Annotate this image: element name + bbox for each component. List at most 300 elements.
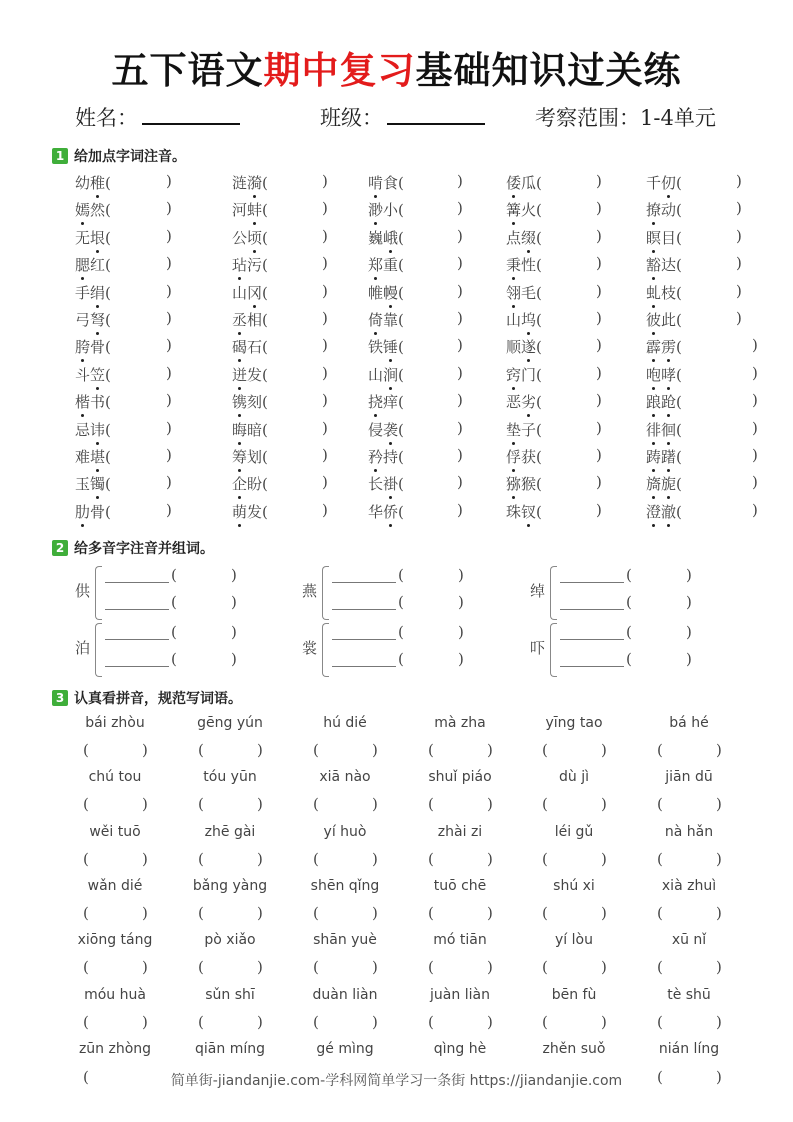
answer-blank[interactable]: ) (457, 500, 463, 519)
word-blank-open[interactable]: ( (198, 1012, 204, 1031)
word-blank-open[interactable]: ( (657, 1068, 663, 1086)
answer-blank[interactable]: ) (166, 391, 172, 410)
dotted-char: 缀 (521, 228, 537, 247)
word-blank-open[interactable]: ( (313, 849, 319, 868)
open-paren: ( (536, 228, 542, 247)
dotted-char: 哮 (661, 365, 677, 384)
dotted-char: 咆 (646, 365, 662, 384)
word-blank-close[interactable]: ) (372, 849, 378, 868)
word-blank-close[interactable]: ) (372, 795, 378, 814)
answer-blank[interactable]: ) (752, 418, 758, 437)
word-blank-close[interactable]: ) (372, 958, 378, 977)
open-paren: ( (105, 365, 111, 384)
char: 长 (368, 475, 384, 494)
answer-blank[interactable]: ) (166, 226, 172, 245)
word-blank-close[interactable]: ) (257, 903, 263, 922)
word-blank-close[interactable]: ) (487, 741, 493, 759)
pinyin-blank-close[interactable]: ) (458, 650, 464, 668)
word-blank-close[interactable]: ) (142, 903, 148, 922)
word-blank-open[interactable]: ( (83, 795, 89, 814)
word-item (75, 172, 111, 193)
char: 靠 (383, 311, 399, 329)
word-item (506, 172, 542, 193)
word-blank[interactable] (332, 639, 396, 640)
word-blank-close[interactable]: ) (142, 741, 148, 759)
answer-blank[interactable]: ) (322, 172, 328, 190)
word-blank-open[interactable]: ( (428, 795, 434, 814)
word-blank-close[interactable]: ) (142, 795, 148, 814)
word-blank-open[interactable]: ( (83, 1012, 89, 1031)
word-item (368, 364, 404, 385)
word-blank-close[interactable]: ) (716, 795, 722, 814)
open-paren: ( (536, 256, 542, 275)
word-blank-close[interactable]: ) (487, 903, 493, 922)
open-paren: ( (676, 448, 682, 466)
brace (550, 623, 557, 677)
dotted-char: 稚 (90, 174, 106, 192)
open-paren: ( (262, 502, 268, 521)
open-paren: ( (676, 393, 682, 412)
answer-blank[interactable]: ) (752, 336, 758, 355)
pinyin-blank-close[interactable]: ) (231, 650, 237, 668)
word-blank-open[interactable]: ( (313, 741, 319, 759)
answer-blank[interactable]: ) (596, 363, 602, 382)
open-paren: ( (536, 311, 542, 329)
dotted-char: 蚌 (247, 201, 263, 220)
answer-blank[interactable]: ) (596, 226, 602, 245)
answer-blank[interactable]: ) (322, 309, 328, 327)
answer-blank[interactable]: ) (166, 172, 172, 190)
word-blank-close[interactable]: ) (601, 1012, 607, 1031)
answer-blank[interactable]: ) (457, 418, 463, 437)
open-paren: ( (262, 256, 268, 275)
dotted-char: 雳 (661, 338, 677, 357)
word-blank-close[interactable]: ) (257, 741, 263, 759)
pinyin-label: xū nǐ (671, 932, 707, 949)
word-item (75, 419, 111, 440)
word-blank-open[interactable]: ( (657, 849, 663, 868)
char: 子 (521, 420, 537, 439)
answer-blank[interactable]: ) (166, 309, 172, 327)
word-item (506, 501, 542, 522)
pinyin-label: tóu yūn (203, 769, 257, 786)
word-item (368, 336, 404, 357)
pinyin-blank-open[interactable]: ( (626, 623, 632, 641)
section-1-heading (52, 146, 186, 166)
word-blank-open[interactable]: ( (657, 903, 663, 922)
answer-blank[interactable]: ) (166, 199, 172, 218)
word-blank[interactable] (105, 609, 169, 610)
word-blank-close[interactable]: ) (372, 741, 378, 759)
word-item (75, 364, 111, 385)
word-blank-open[interactable]: ( (428, 958, 434, 977)
word-blank-open[interactable]: ( (198, 958, 204, 977)
word-blank[interactable] (332, 582, 396, 583)
open-paren: ( (398, 502, 404, 521)
pinyin-blank-open[interactable]: ( (398, 650, 404, 668)
pinyin-label: wěi tuō (89, 823, 141, 840)
dotted-char: 澈 (661, 502, 677, 521)
char: 铁 (368, 338, 384, 357)
answer-blank[interactable]: ) (322, 281, 328, 300)
pinyin-blank-open[interactable]: ( (626, 650, 632, 668)
answer-blank[interactable]: ) (322, 254, 328, 273)
word-blank-close[interactable]: ) (487, 849, 493, 868)
open-paren: ( (398, 393, 404, 412)
word-blank-close[interactable]: ) (372, 903, 378, 922)
answer-blank[interactable]: ) (736, 172, 742, 190)
answer-blank[interactable]: ) (457, 172, 463, 190)
open-paren: ( (398, 365, 404, 384)
char: 千 (646, 174, 662, 192)
word-blank-open[interactable]: ( (657, 958, 663, 977)
open-paren: ( (676, 338, 682, 357)
pinyin-blank-close[interactable]: ) (231, 593, 237, 611)
open-paren: ( (262, 338, 268, 357)
word-blank[interactable] (105, 639, 169, 640)
pinyin-label: bái zhòu (85, 715, 145, 731)
answer-blank[interactable]: ) (752, 500, 758, 519)
word-blank-open[interactable]: ( (198, 849, 204, 868)
word-blank-open[interactable]: ( (657, 1012, 663, 1031)
answer-blank[interactable]: ) (457, 446, 463, 464)
answer-blank[interactable]: ) (752, 363, 758, 382)
word-blank-open[interactable]: ( (542, 1012, 548, 1031)
pinyin-label: gēng yún (197, 715, 263, 731)
word-blank-close[interactable]: ) (716, 1012, 722, 1031)
word-blank-close[interactable]: ) (716, 958, 722, 977)
word-blank-close[interactable]: ) (487, 958, 493, 977)
open-paren: ( (398, 256, 404, 275)
word-item (646, 199, 682, 220)
answer-blank[interactable]: ) (322, 418, 328, 437)
word-blank-close[interactable]: ) (601, 958, 607, 977)
answer-blank[interactable]: ) (457, 281, 463, 300)
word-blank-close[interactable]: ) (601, 795, 607, 814)
word-blank-open[interactable]: ( (83, 958, 89, 977)
answer-blank[interactable]: ) (596, 391, 602, 410)
word-blank-open[interactable]: ( (83, 741, 89, 759)
answer-blank[interactable]: ) (457, 363, 463, 382)
word-item (506, 254, 542, 275)
pinyin-label: tuō chē (433, 877, 487, 894)
section-number-badge: 2 (52, 540, 68, 556)
word-blank[interactable] (560, 582, 624, 583)
pinyin-blank-close[interactable]: ) (686, 650, 692, 668)
pinyin-blank-open[interactable]: ( (398, 566, 404, 584)
pinyin-label: bǎng yàng (192, 877, 268, 894)
answer-blank[interactable]: ) (596, 446, 602, 464)
pinyin-blank-close[interactable]: ) (686, 623, 692, 641)
pinyin-label: mó tiān (433, 932, 487, 949)
char: 红 (90, 256, 106, 275)
char: 幼 (75, 174, 91, 192)
pinyin-blank-open[interactable]: ( (398, 593, 404, 611)
char: 重 (383, 256, 399, 275)
word-blank[interactable] (560, 609, 624, 610)
answer-blank[interactable]: ) (322, 500, 328, 519)
answer-blank[interactable]: ) (166, 254, 172, 273)
word-item (75, 473, 111, 494)
pinyin-label: shēn qǐng (310, 877, 380, 894)
dotted-char: 旎 (661, 475, 677, 494)
word-blank[interactable] (105, 582, 169, 583)
name-field[interactable] (75, 102, 240, 132)
answer-blank[interactable]: ) (752, 446, 758, 464)
answer-blank[interactable]: ) (457, 226, 463, 245)
open-paren: ( (105, 311, 111, 329)
word-blank-open[interactable]: ( (428, 741, 434, 759)
word-blank[interactable] (332, 666, 396, 667)
answer-blank[interactable]: ) (166, 418, 172, 437)
char: 骨 (90, 502, 106, 521)
answer-blank[interactable]: ) (457, 309, 463, 327)
open-paren: ( (676, 201, 682, 220)
answer-blank[interactable]: ) (457, 254, 463, 273)
char: 侵 (368, 420, 384, 439)
dotted-char: 篝 (506, 201, 522, 220)
char: 手 (75, 283, 91, 302)
word-blank-close[interactable]: ) (601, 849, 607, 868)
word-blank-close[interactable]: ) (716, 903, 722, 922)
char: 石 (247, 338, 263, 357)
pinyin-blank-close[interactable]: ) (231, 566, 237, 584)
pinyin-label: duàn liàn (312, 986, 378, 1003)
word-blank[interactable] (560, 666, 624, 667)
answer-blank[interactable]: ) (596, 172, 602, 190)
word-item (646, 227, 682, 248)
word-item (368, 473, 404, 494)
answer-blank[interactable]: ) (736, 226, 742, 245)
word-blank-close[interactable]: ) (716, 849, 722, 868)
pinyin-blank-open[interactable]: ( (171, 566, 177, 584)
pinyin-label: zhài zi (437, 823, 483, 840)
section-2-heading (52, 538, 214, 558)
pinyin-label: bēn fù (551, 986, 597, 1003)
answer-blank[interactable]: ) (457, 199, 463, 218)
answer-blank[interactable]: ) (166, 446, 172, 464)
pinyin-blank-open[interactable]: ( (171, 623, 177, 641)
pinyin-label: pò xiǎo (204, 932, 256, 949)
word-blank-open[interactable]: ( (313, 903, 319, 922)
pinyin-label: qìng hè (433, 1040, 487, 1057)
answer-blank[interactable]: ) (752, 391, 758, 410)
answer-blank[interactable]: ) (596, 199, 602, 218)
pinyin-blank-open[interactable]: ( (171, 650, 177, 668)
word-blank-open[interactable]: ( (313, 1012, 319, 1031)
word-blank-close[interactable]: ) (142, 1012, 148, 1031)
answer-blank[interactable]: ) (457, 391, 463, 410)
pinyin-label: xiōng táng (77, 932, 153, 949)
pinyin-blank-open[interactable]: ( (626, 566, 632, 584)
dotted-char: 矜 (368, 448, 384, 466)
answer-blank[interactable]: ) (596, 473, 602, 492)
word-blank-open[interactable]: ( (428, 1012, 434, 1031)
dotted-char: 侨 (383, 502, 399, 521)
open-paren: ( (676, 502, 682, 521)
word-blank-open[interactable]: ( (83, 1068, 89, 1086)
section-3-heading (52, 688, 242, 708)
pinyin-blank-open[interactable]: ( (626, 593, 632, 611)
dotted-char: 彼 (646, 311, 662, 329)
word-item (232, 473, 268, 494)
pinyin-blank-close[interactable]: ) (231, 623, 237, 641)
dotted-char: 肋 (75, 502, 91, 521)
word-blank-close[interactable]: ) (142, 849, 148, 868)
word-blank-close[interactable]: ) (257, 795, 263, 814)
word-item (232, 282, 268, 303)
word-blank-open[interactable]: ( (428, 849, 434, 868)
answer-blank[interactable]: ) (322, 391, 328, 410)
dotted-char: 郑 (368, 256, 384, 275)
open-paren: ( (536, 338, 542, 357)
open-paren: ( (398, 338, 404, 357)
pinyin-blank-close[interactable]: ) (458, 593, 464, 611)
word-blank-open[interactable]: ( (83, 849, 89, 868)
pinyin-label: hú dié (323, 715, 367, 731)
pinyin-blank-open[interactable]: ( (171, 593, 177, 611)
word-blank-open[interactable]: ( (542, 741, 548, 759)
char: 山 (368, 365, 384, 384)
class-field[interactable] (320, 102, 485, 132)
word-blank-close[interactable]: ) (487, 1012, 493, 1031)
answer-blank[interactable]: ) (596, 281, 602, 300)
word-blank-open[interactable]: ( (657, 741, 663, 759)
word-item (232, 446, 268, 467)
answer-blank[interactable]: ) (166, 281, 172, 300)
answer-blank[interactable]: ) (596, 309, 602, 327)
word-blank-close[interactable]: ) (601, 903, 607, 922)
word-item (232, 391, 268, 412)
dotted-char: 镌 (232, 393, 248, 412)
word-blank[interactable] (332, 609, 396, 610)
word-blank-close[interactable]: ) (257, 1012, 263, 1031)
word-item (646, 282, 682, 303)
word-blank-open[interactable]: ( (198, 903, 204, 922)
word-blank-open[interactable]: ( (542, 903, 548, 922)
answer-blank[interactable]: ) (596, 500, 602, 519)
word-blank-close[interactable]: ) (487, 795, 493, 814)
word-blank-open[interactable]: ( (657, 795, 663, 814)
answer-blank[interactable]: ) (457, 336, 463, 355)
word-blank-open[interactable]: ( (198, 741, 204, 759)
dotted-char: 旖 (646, 475, 662, 494)
open-paren: ( (262, 365, 268, 384)
word-item (368, 419, 404, 440)
answer-blank[interactable]: ) (736, 254, 742, 273)
word-blank-open[interactable]: ( (542, 849, 548, 868)
answer-blank[interactable]: ) (166, 336, 172, 355)
char: 暗 (247, 420, 263, 439)
answer-blank[interactable]: ) (596, 254, 602, 273)
dotted-char: 楷 (75, 393, 91, 412)
answer-blank[interactable]: ) (596, 336, 602, 355)
word-blank[interactable] (105, 666, 169, 667)
word-item (232, 309, 268, 330)
answer-blank[interactable]: ) (322, 473, 328, 492)
dotted-char: 俘 (506, 448, 522, 466)
answer-blank[interactable]: ) (457, 473, 463, 492)
word-blank-open[interactable]: ( (542, 958, 548, 977)
dotted-char: 褂 (383, 475, 399, 494)
word-blank-close[interactable]: ) (716, 741, 722, 759)
word-blank-open[interactable]: ( (83, 903, 89, 922)
char: 公 (232, 228, 248, 247)
word-blank-open[interactable]: ( (313, 958, 319, 977)
open-paren: ( (398, 311, 404, 329)
word-blank-open[interactable]: ( (313, 795, 319, 814)
answer-blank[interactable]: ) (166, 363, 172, 382)
pinyin-blank-open[interactable]: ( (398, 623, 404, 641)
answer-blank[interactable]: ) (166, 500, 172, 519)
char: 河 (232, 201, 248, 220)
word-blank-close[interactable]: ) (142, 958, 148, 977)
answer-blank[interactable]: ) (596, 418, 602, 437)
word-item (75, 254, 111, 275)
word-item (646, 446, 682, 467)
word-blank-open[interactable]: ( (428, 903, 434, 922)
brace (550, 566, 557, 620)
open-paren: ( (262, 448, 268, 466)
word-blank-close[interactable]: ) (257, 958, 263, 977)
open-paren: ( (398, 283, 404, 302)
answer-blank[interactable]: ) (322, 199, 328, 218)
pinyin-blank-close[interactable]: ) (458, 623, 464, 641)
char: 刻 (247, 393, 263, 412)
pinyin-label: wǎn dié (87, 877, 143, 894)
dotted-char: 躇 (661, 448, 677, 466)
word-item (368, 446, 404, 467)
pinyin-blank-close[interactable]: ) (458, 566, 464, 584)
word-blank-close[interactable]: ) (372, 1012, 378, 1031)
pinyin-blank-close[interactable]: ) (686, 566, 692, 584)
pinyin-label: chú tou (88, 769, 142, 786)
open-paren: ( (262, 420, 268, 439)
answer-blank[interactable]: ) (736, 309, 742, 327)
word-blank-close[interactable]: ) (257, 849, 263, 868)
char: 忌 (75, 420, 91, 439)
char: 食 (383, 174, 399, 192)
open-paren: ( (676, 256, 682, 275)
word-blank-close[interactable]: ) (716, 1068, 722, 1086)
dotted-char: 虬 (646, 283, 662, 302)
answer-blank[interactable]: ) (322, 363, 328, 382)
answer-blank[interactable]: ) (736, 199, 742, 218)
answer-blank[interactable]: ) (736, 281, 742, 300)
char: 枝 (661, 283, 677, 302)
polyphone-char: 泊 (75, 639, 91, 657)
dotted-char: 翎 (506, 283, 522, 302)
word-blank-close[interactable]: ) (601, 741, 607, 759)
word-blank-open[interactable]: ( (542, 795, 548, 814)
polyphone-char: 燕 (302, 582, 318, 600)
answer-blank[interactable]: ) (322, 226, 328, 245)
pinyin-label: móu huà (84, 986, 146, 1003)
title-part-3: 基础知识过关练 (415, 49, 682, 92)
word-blank-open[interactable]: ( (198, 795, 204, 814)
answer-blank[interactable]: ) (322, 336, 328, 355)
pinyin-label: qiān míng (195, 1040, 265, 1057)
name-blank[interactable] (142, 105, 240, 125)
answer-blank[interactable]: ) (752, 473, 758, 492)
word-item (232, 199, 268, 220)
pinyin-blank-close[interactable]: ) (686, 593, 692, 611)
class-blank[interactable] (387, 105, 485, 125)
answer-blank[interactable]: ) (322, 446, 328, 464)
open-paren: ( (398, 228, 404, 247)
answer-blank[interactable]: ) (166, 473, 172, 492)
word-blank[interactable] (560, 639, 624, 640)
